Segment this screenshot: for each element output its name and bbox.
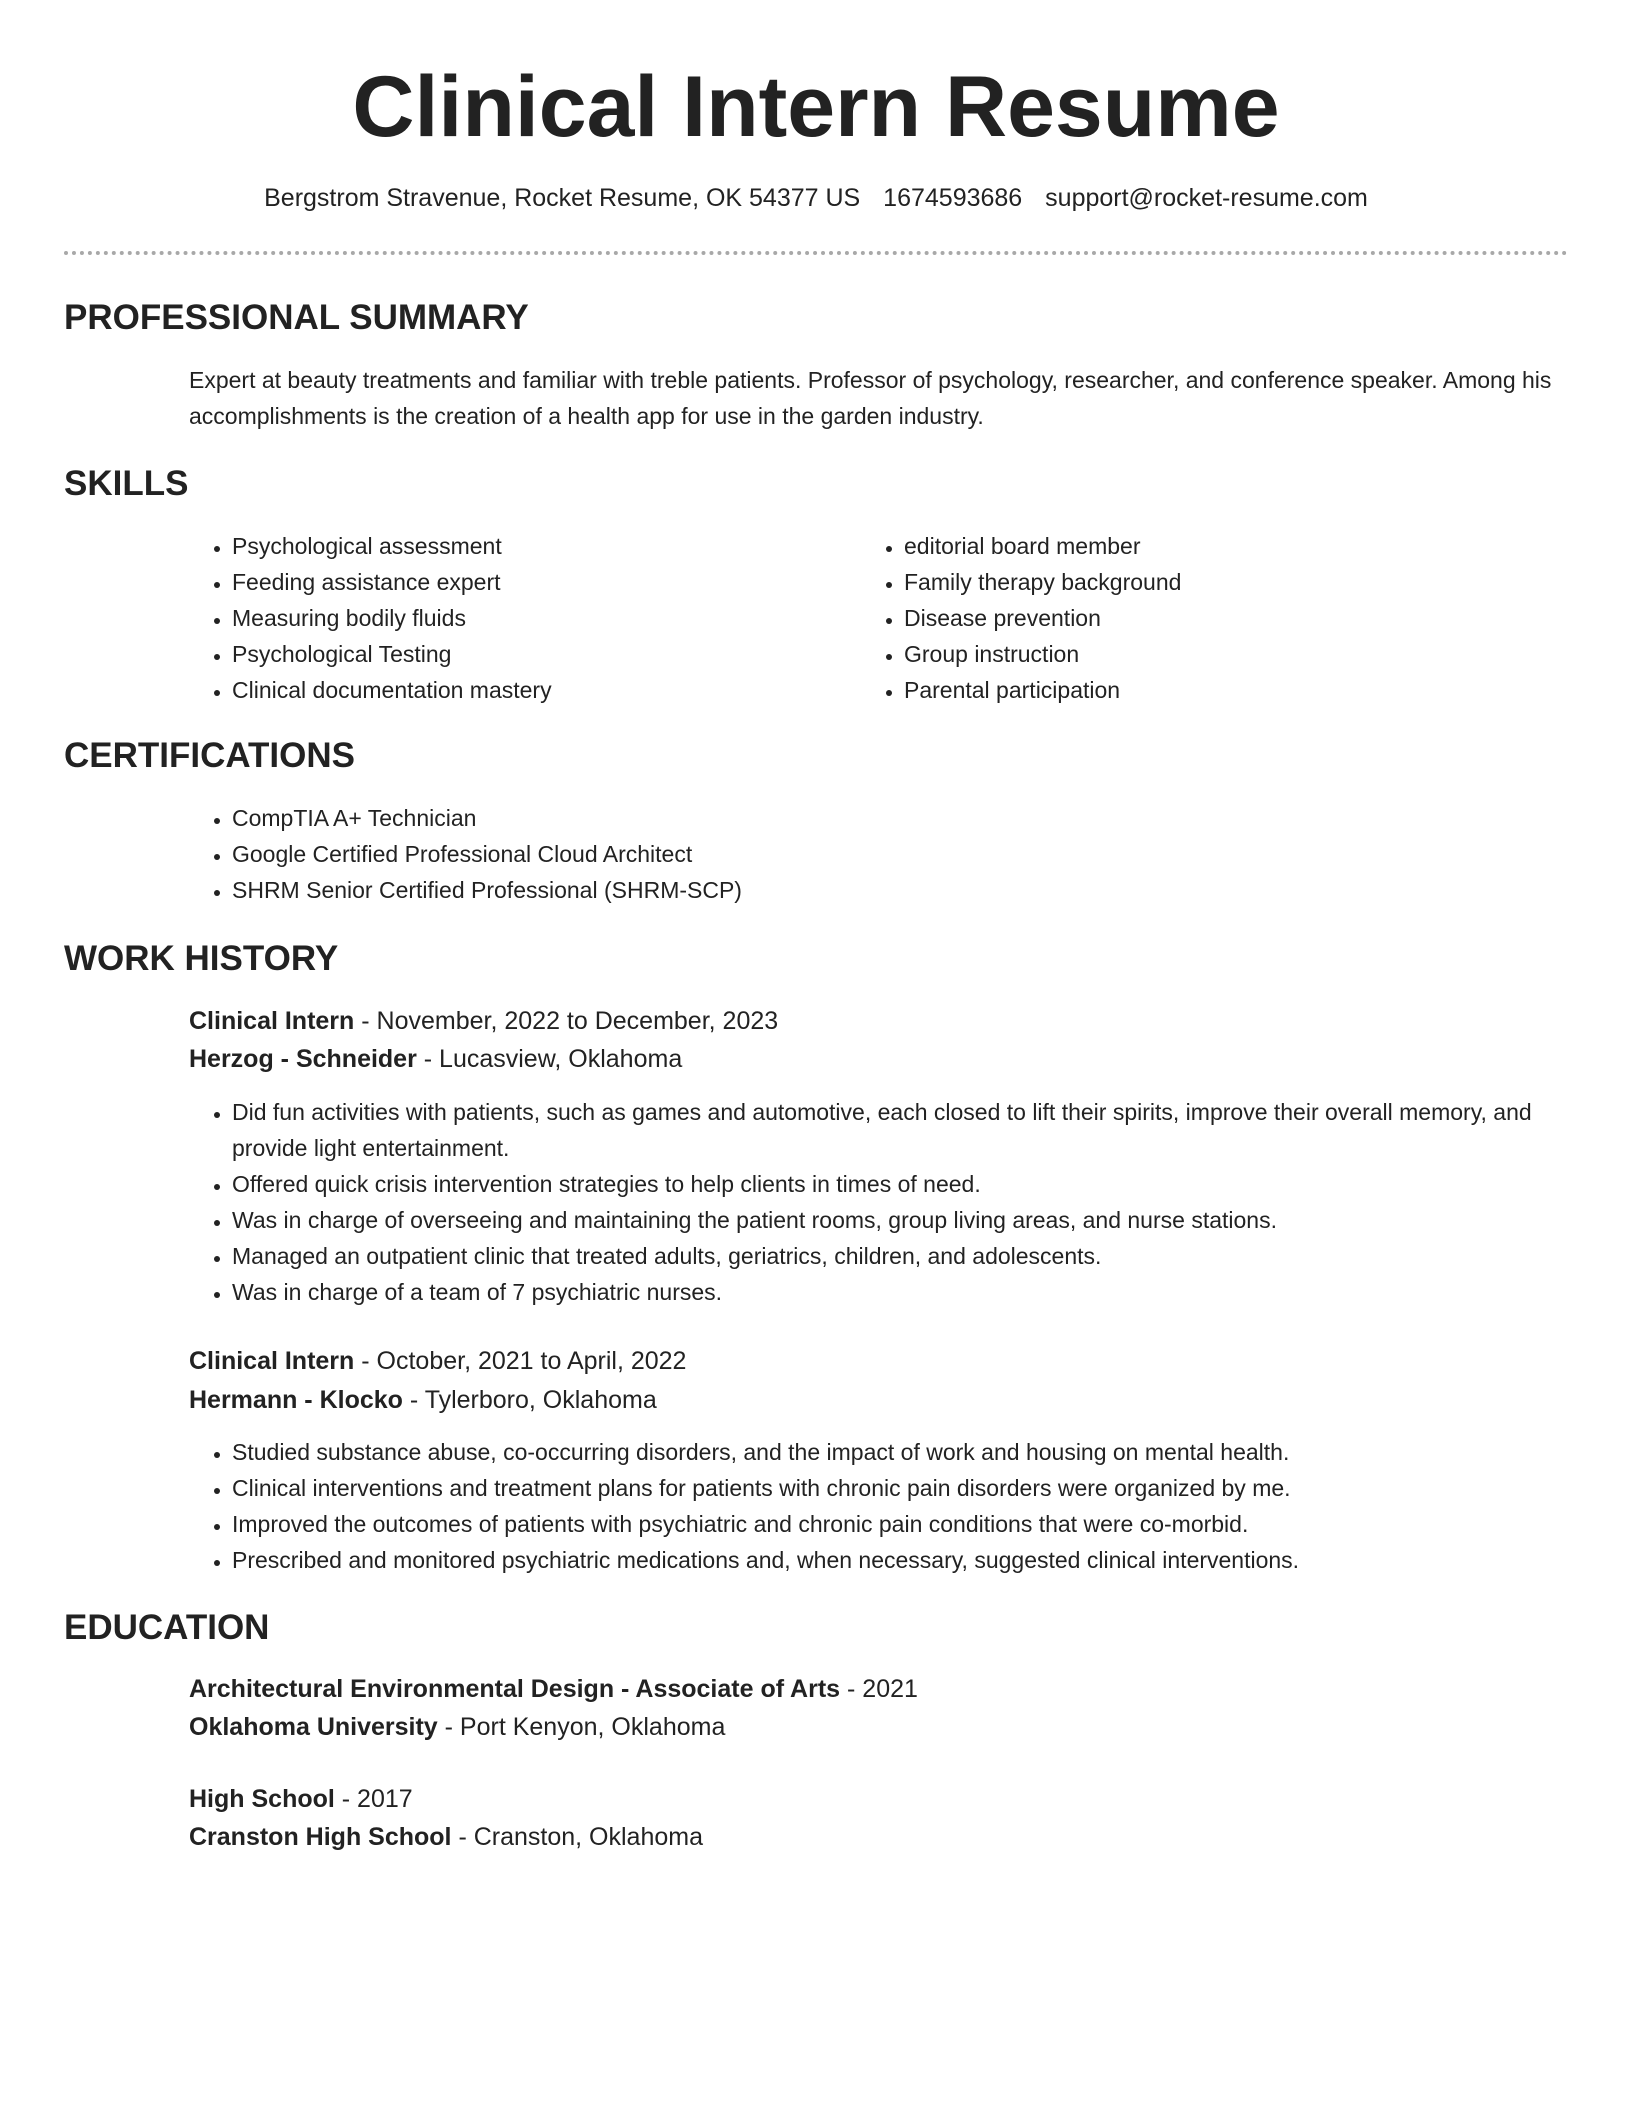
job-bullet: • Was in charge of a team of 7 psychiatric nurses. [232, 1274, 1562, 1310]
header-divider [64, 251, 1568, 255]
education-location: - Cranston, Oklahoma [451, 1823, 703, 1851]
skill-item: • Group instruction [904, 636, 1524, 672]
education-degree-line [189, 1671, 918, 1707]
certifications-heading: CERTIFICATIONS [64, 736, 356, 775]
job-company-line [189, 1382, 657, 1418]
skill-item: • Psychological Testing [232, 636, 852, 672]
job-company-line [189, 1041, 682, 1077]
education-school-line [189, 1819, 703, 1855]
job-bullet: • Did fun activities with patients, such as games and automotive, each closed to lift their spirits, improve their overall memory, and provide light entertainment. [232, 1094, 1562, 1166]
address: Bergstrom Stravenue, Rocket Resume, OK 54377 US [264, 184, 861, 212]
contact-line [0, 181, 1632, 215]
education-degree-line [189, 1781, 413, 1817]
phone: 1674593686 [883, 184, 1023, 212]
education-year: - 2017 [334, 1785, 413, 1813]
skills-heading: SKILLS [64, 464, 189, 503]
skill-item: • Feeding assistance expert [232, 564, 852, 600]
skill-item: • Parental participation [904, 672, 1524, 708]
job-bullets [188, 1434, 1592, 1578]
job-role: Clinical Intern [189, 1007, 355, 1035]
job-company: Hermann - Klocko [189, 1386, 403, 1414]
skills-list-right [860, 528, 1524, 708]
job-title-line [189, 1003, 778, 1039]
job-bullets [188, 1094, 1562, 1310]
education-year: - 2021 [840, 1675, 918, 1703]
summary-text: Expert at beauty treatments and familiar with treble patients. Professor of psychology, researcher, and conference speaker. Among his accomplishments is the creation of a health app for use in the garden industry. [189, 367, 1552, 429]
work-history-heading: WORK HISTORY [64, 939, 339, 978]
summary-heading: PROFESSIONAL SUMMARY [64, 298, 529, 337]
job-location: - Tylerboro, Oklahoma [402, 1386, 657, 1414]
certifications-list [188, 800, 1532, 908]
job-location: - Lucasview, Oklahoma [416, 1045, 683, 1073]
job-bullet: • Clinical interventions and treatment plans for patients with chronic pain disorders were organized by me. [232, 1470, 1592, 1506]
job-title-line [189, 1343, 686, 1379]
job-bullet: • Was in charge of overseeing and maintaining the patient rooms, group living areas, and nurse stations. [232, 1202, 1562, 1238]
job-bullet: • Managed an outpatient clinic that treated adults, geriatrics, children, and adolescents. [232, 1238, 1562, 1274]
education-heading: EDUCATION [64, 1608, 270, 1647]
job-bullet: • Studied substance abuse, co-occurring disorders, and the impact of work and housing on mental health. [232, 1434, 1592, 1470]
education-location: - Port Kenyon, Oklahoma [437, 1713, 726, 1741]
skills-list-left [188, 528, 852, 708]
email: support@rocket-resume.com [1045, 184, 1368, 212]
job-dates: - November, 2022 to December, 2023 [354, 1007, 779, 1035]
certification-item: • CompTIA A+ Technician [232, 800, 1532, 836]
job-dates: - October, 2021 to April, 2022 [354, 1347, 687, 1375]
education-degree: High School [189, 1785, 335, 1813]
education-school: Oklahoma University [189, 1713, 438, 1741]
education-school: Cranston High School [189, 1823, 452, 1851]
job-bullet: • Prescribed and monitored psychiatric medications and, when necessary, suggested clinical interventions. [232, 1542, 1592, 1578]
skill-item: • Measuring bodily fluids [232, 600, 852, 636]
skill-item: • Clinical documentation mastery [232, 672, 852, 708]
skill-item: • editorial board member [904, 528, 1524, 564]
skill-item: • Disease prevention [904, 600, 1524, 636]
skill-item: • Psychological assessment [232, 528, 852, 564]
resume-title: Clinical Intern Resume [352, 59, 1280, 155]
job-bullet: • Improved the outcomes of patients with psychiatric and chronic pain conditions that were co-morbid. [232, 1506, 1592, 1542]
job-bullet: • Offered quick crisis intervention strategies to help clients in times of need. [232, 1166, 1562, 1202]
education-degree: Architectural Environmental Design - Associate of Arts [189, 1675, 841, 1703]
certification-item: • SHRM Senior Certified Professional (SHRM-SCP) [232, 872, 1532, 908]
job-company: Herzog - Schneider [189, 1045, 417, 1073]
education-school-line [189, 1709, 725, 1745]
certification-item: • Google Certified Professional Cloud Architect [232, 836, 1532, 872]
job-role: Clinical Intern [189, 1347, 355, 1375]
skill-item: • Family therapy background [904, 564, 1524, 600]
